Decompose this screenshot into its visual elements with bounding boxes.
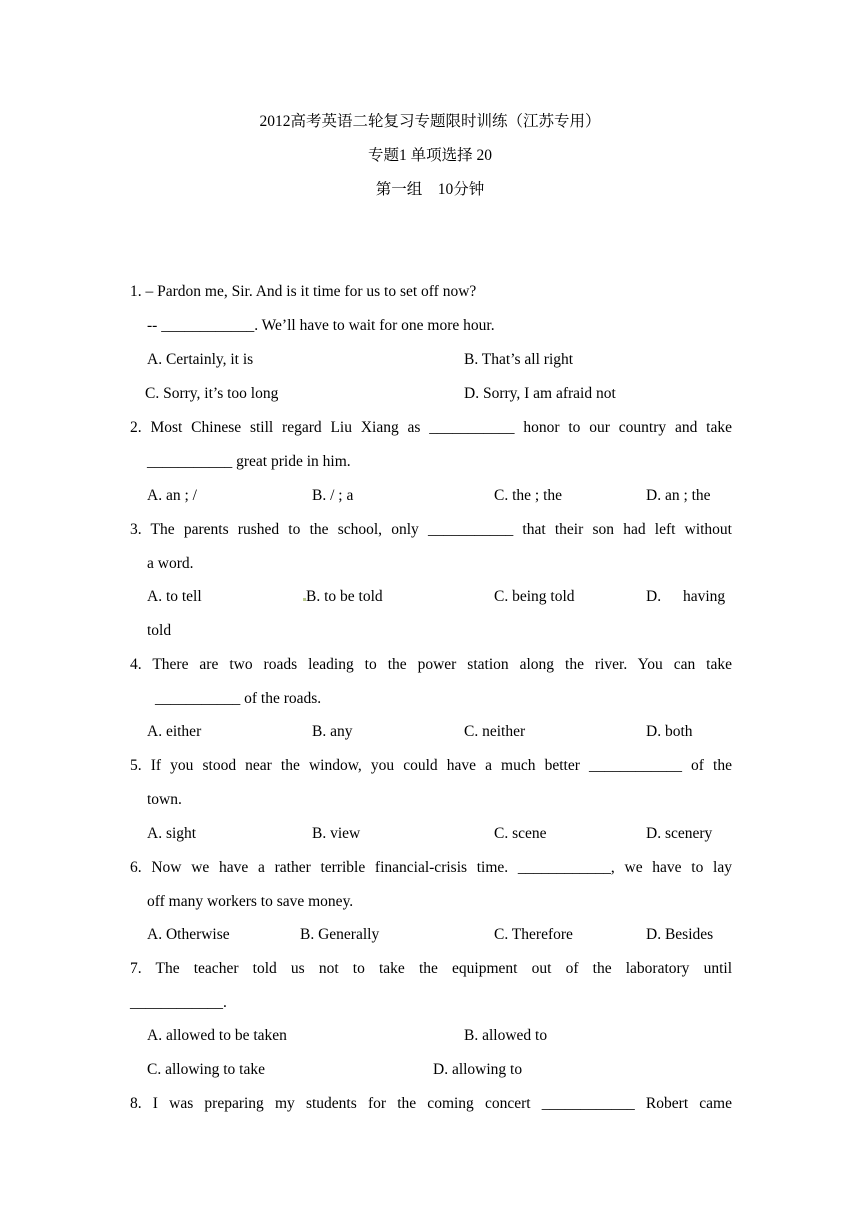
question-2-option-c: C. the ; the xyxy=(494,487,563,504)
question-1-option-d: D. Sorry, I am afraid not xyxy=(464,385,616,402)
question-2-stem-cont: ___________ great pride in him. xyxy=(147,453,351,470)
question-5-option-b: B. view xyxy=(312,825,361,842)
question-4-stem: 4. There are two roads leading to the power station along the river. You can take xyxy=(130,656,732,673)
question-7-stem: 7. The teacher told us not to take the equipment out of the laboratory until xyxy=(130,960,732,977)
question-3-option-b: B. to be told xyxy=(306,588,383,605)
question-5-stem: 5. If you stood near the window, you could have a much better ____________ of the xyxy=(130,757,732,774)
question-1-stem-cont: -- ____________. We’ll have to wait for one more hour. xyxy=(147,317,495,334)
question-6-option-a: A. Otherwise xyxy=(147,926,230,943)
question-7-option-a: A. allowed to be taken xyxy=(147,1027,287,1044)
question-3-stem: 3. The parents rushed to the school, only ___________ that their son had left without xyxy=(130,521,732,538)
question-3-option-d-letter: D. xyxy=(646,588,662,605)
question-6-option-b: B. Generally xyxy=(300,926,380,943)
question-6-stem: 6. Now we have a rather terrible financial-crisis time. ____________, we have to lay xyxy=(130,859,732,876)
question-5-option-d: D. scenery xyxy=(646,825,713,842)
question-1-stem: 1. – Pardon me, Sir. And is it time for us to set off now? xyxy=(130,283,477,300)
question-5-option-c: C. scene xyxy=(494,825,547,842)
question-7-stem-cont: ____________. xyxy=(130,994,227,1011)
question-2-option-d: D. an ; the xyxy=(646,487,711,504)
question-3-stem-cont: a word. xyxy=(147,555,194,572)
question-1-option-c: C. Sorry, it’s too long xyxy=(145,385,279,402)
question-2-stem: 2. Most Chinese still regard Liu Xiang as ___________ honor to our country and take xyxy=(130,419,732,436)
question-6-option-c: C. Therefore xyxy=(494,926,573,943)
question-7-option-c: C. allowing to take xyxy=(147,1061,265,1078)
question-7-option-b: B. allowed to xyxy=(464,1027,548,1044)
question-4-option-d: D. both xyxy=(646,723,693,740)
question-3-option-d-cont: told xyxy=(147,622,172,639)
question-3-option-d-word: having xyxy=(683,588,726,605)
question-2-option-a: A. an ; / xyxy=(147,487,197,504)
question-5-option-a: A. sight xyxy=(147,825,197,842)
question-5-stem-cont: town. xyxy=(147,791,182,808)
question-1-option-b: B. That’s all right xyxy=(464,351,574,368)
document-subtitle: 专题1 单项选择 20 xyxy=(367,147,492,164)
question-6-stem-cont: off many workers to save money. xyxy=(147,893,354,910)
question-7-option-d: D. allowing to xyxy=(433,1061,523,1078)
question-1-option-a: A. Certainly, it is xyxy=(147,351,254,368)
group-label: 第一组 10分钟 xyxy=(375,181,485,198)
question-4-option-b: B. any xyxy=(312,723,353,740)
question-4-option-c: C. neither xyxy=(464,723,526,740)
question-4-stem-cont: ___________ of the roads. xyxy=(155,690,322,707)
question-3-option-c: C. being told xyxy=(494,588,575,605)
question-8-stem: 8. I was preparing my students for the coming concert ____________ Robert came xyxy=(130,1095,732,1112)
question-2-option-b: B. / ; a xyxy=(312,487,354,504)
question-6-option-d: D. Besides xyxy=(646,926,714,943)
document-title: 2012高考英语二轮复习专题限时训练（江苏专用） xyxy=(259,113,601,130)
question-4-option-a: A. either xyxy=(147,723,202,740)
question-3-option-a: A. to tell xyxy=(147,588,202,605)
